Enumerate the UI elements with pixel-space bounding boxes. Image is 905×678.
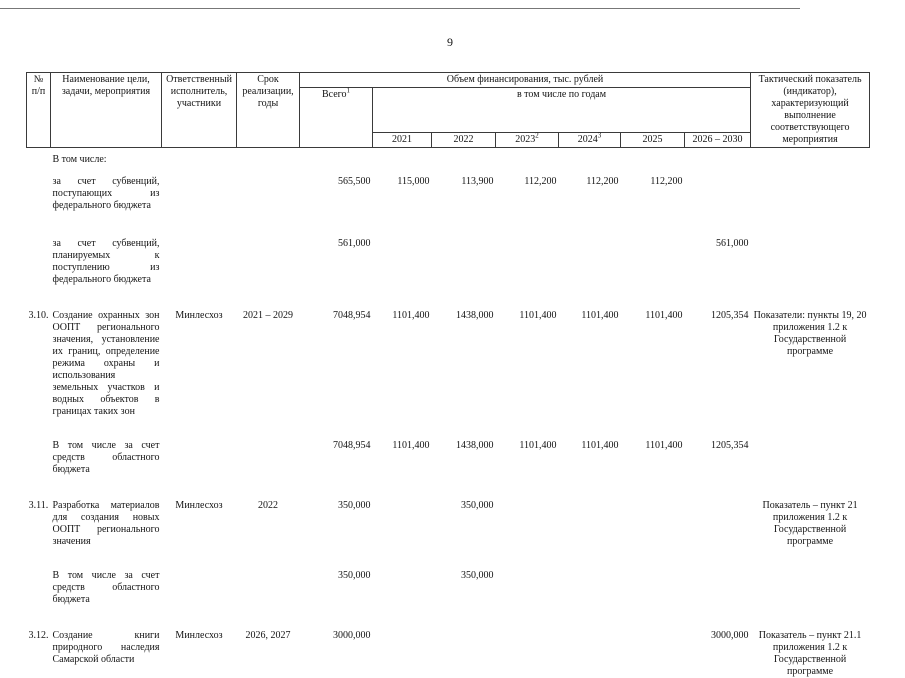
- cell-total: 350,000: [300, 488, 373, 558]
- header-year-2023: 2023$^2$: [496, 133, 559, 148]
- cell-num: [27, 558, 51, 618]
- cell-y2024: 1101,400: [559, 296, 621, 428]
- header-total: Всего$^1$: [300, 88, 373, 148]
- cell-resp: [162, 224, 237, 296]
- cell-y2021: [373, 224, 432, 296]
- top-rule: [0, 8, 800, 9]
- cell-y2023: [496, 148, 559, 167]
- cell-term: [237, 224, 300, 296]
- cell-y2026: [685, 488, 751, 558]
- cell-y2025: 1101,400: [621, 428, 685, 488]
- cell-y2023: 1101,400: [496, 296, 559, 428]
- cell-num: 3.11.: [27, 488, 51, 558]
- cell-total: 565,500: [300, 166, 373, 224]
- cell-total: [300, 148, 373, 167]
- cell-indicator: [751, 428, 870, 488]
- cell-name: за счет субвенций, поступающих из федерального бюджета: [51, 166, 162, 224]
- cell-y2026: 1205,354: [685, 296, 751, 428]
- cell-indicator: Показатель – пункт 21 приложения 1.2 к Государственной программе: [751, 488, 870, 558]
- cell-term: [237, 148, 300, 167]
- cell-y2022: 113,900: [432, 166, 496, 224]
- cell-y2024: 1101,400: [559, 428, 621, 488]
- cell-name: В том числе за счет средств областного бюджета: [51, 428, 162, 488]
- cell-num: [27, 166, 51, 224]
- header-year-2026-2030: 2026 – 2030: [685, 133, 751, 148]
- header-term: Срок реализации, годы: [237, 73, 300, 148]
- cell-y2024: [559, 224, 621, 296]
- cell-total: 7048,954: [300, 428, 373, 488]
- cell-y2024: [559, 618, 621, 678]
- table-row: [27, 166, 870, 224]
- cell-indicator: [751, 224, 870, 296]
- cell-y2023: 1101,400: [496, 428, 559, 488]
- cell-y2022: [432, 224, 496, 296]
- cell-indicator: Показатель – пункт 21.1 приложения 1.2 к Государственной программе: [751, 618, 870, 678]
- cell-resp: [162, 558, 237, 618]
- cell-resp: [162, 166, 237, 224]
- cell-indicator: Показатели: пункты 19, 20 приложения 1.2 к Государственной программе: [751, 296, 870, 428]
- cell-name: Создание охранных зон ООПТ регионального значения, установление их границ, определение режима охраны и использования земельных участков и водных объектов в границах таких зон: [51, 296, 162, 428]
- cell-num: [27, 224, 51, 296]
- cell-num: 3.10.: [27, 296, 51, 428]
- header-name: Наименование цели, задачи, мероприятия: [51, 73, 162, 148]
- cell-num: [27, 428, 51, 488]
- table-row: [27, 224, 870, 296]
- cell-y2025: [621, 558, 685, 618]
- cell-y2026: 1205,354: [685, 428, 751, 488]
- cell-term: [237, 558, 300, 618]
- cell-y2026: [685, 558, 751, 618]
- cell-name: за счет субвенций, планируемых к поступлению из федерального бюджета: [51, 224, 162, 296]
- cell-term: 2022: [237, 488, 300, 558]
- cell-total: 561,000: [300, 224, 373, 296]
- table-row: [27, 618, 870, 678]
- header-funding: Объем финансирования, тыс. рублей: [300, 73, 751, 88]
- cell-y2023: [496, 558, 559, 618]
- cell-name: Создание книги природного наследия Самарской области: [51, 618, 162, 678]
- table-header: [27, 73, 870, 148]
- cell-y2023: [496, 224, 559, 296]
- cell-resp: Минлесхоз: [162, 488, 237, 558]
- table-row: [27, 558, 870, 618]
- cell-y2022: 1438,000: [432, 428, 496, 488]
- table-row: [27, 488, 870, 558]
- cell-name: Разработка материалов для создания новых ООПТ регионального значения: [51, 488, 162, 558]
- cell-y2024: [559, 558, 621, 618]
- cell-term: 2021 – 2029: [237, 296, 300, 428]
- header-responsible: Ответственный исполнитель, участники: [162, 73, 237, 148]
- cell-resp: Минлесхоз: [162, 296, 237, 428]
- page-number: 9: [447, 35, 453, 50]
- cell-y2022: 350,000: [432, 558, 496, 618]
- cell-y2021: [373, 488, 432, 558]
- cell-resp: [162, 428, 237, 488]
- header-year-2021: 2021: [373, 133, 432, 148]
- table-row: [27, 296, 870, 428]
- cell-y2021: 115,000: [373, 166, 432, 224]
- cell-name: В том числе за счет средств областного бюджета: [51, 558, 162, 618]
- cell-indicator: [751, 166, 870, 224]
- funding-table: [26, 72, 870, 678]
- cell-y2023: [496, 618, 559, 678]
- cell-y2022: [432, 148, 496, 167]
- cell-resp: Минлесхоз: [162, 618, 237, 678]
- table-row: [27, 428, 870, 488]
- cell-y2025: [621, 224, 685, 296]
- cell-term: 2026, 2027: [237, 618, 300, 678]
- cell-num: [27, 148, 51, 167]
- header-by-years: в том числе по годам: [373, 88, 751, 133]
- cell-indicator: [751, 558, 870, 618]
- cell-y2024: 112,200: [559, 166, 621, 224]
- cell-y2021: [373, 558, 432, 618]
- cell-y2025: [621, 618, 685, 678]
- cell-y2021: [373, 148, 432, 167]
- cell-y2026: [685, 148, 751, 167]
- cell-term: [237, 428, 300, 488]
- cell-resp: [162, 148, 237, 167]
- cell-y2024: [559, 488, 621, 558]
- cell-total: 3000,000: [300, 618, 373, 678]
- cell-y2023: [496, 488, 559, 558]
- cell-y2024: [559, 148, 621, 167]
- cell-indicator: [751, 148, 870, 167]
- cell-total: 7048,954: [300, 296, 373, 428]
- cell-num: 3.12.: [27, 618, 51, 678]
- header-year-2025: 2025: [621, 133, 685, 148]
- cell-y2026: [685, 166, 751, 224]
- header-year-2022: 2022: [432, 133, 496, 148]
- cell-total: 350,000: [300, 558, 373, 618]
- cell-y2021: 1101,400: [373, 428, 432, 488]
- cell-y2025: 1101,400: [621, 296, 685, 428]
- cell-y2025: [621, 148, 685, 167]
- header-year-2024: 2024$^3$: [559, 133, 621, 148]
- cell-y2025: [621, 488, 685, 558]
- table-body: [27, 148, 870, 678]
- cell-y2026: 3000,000: [685, 618, 751, 678]
- header-num: № п/п: [27, 73, 51, 148]
- cell-y2022: 350,000: [432, 488, 496, 558]
- cell-y2022: 1438,000: [432, 296, 496, 428]
- cell-y2025: 112,200: [621, 166, 685, 224]
- cell-y2023: 112,200: [496, 166, 559, 224]
- table-row: [27, 148, 870, 167]
- cell-term: [237, 166, 300, 224]
- cell-y2022: [432, 618, 496, 678]
- cell-y2021: [373, 618, 432, 678]
- cell-y2021: 1101,400: [373, 296, 432, 428]
- header-indicator: Тактический показатель (индикатор), характеризующий выполнение соответствующего мероприятия: [751, 73, 870, 148]
- cell-name: В том числе:: [51, 148, 162, 167]
- cell-y2026: 561,000: [685, 224, 751, 296]
